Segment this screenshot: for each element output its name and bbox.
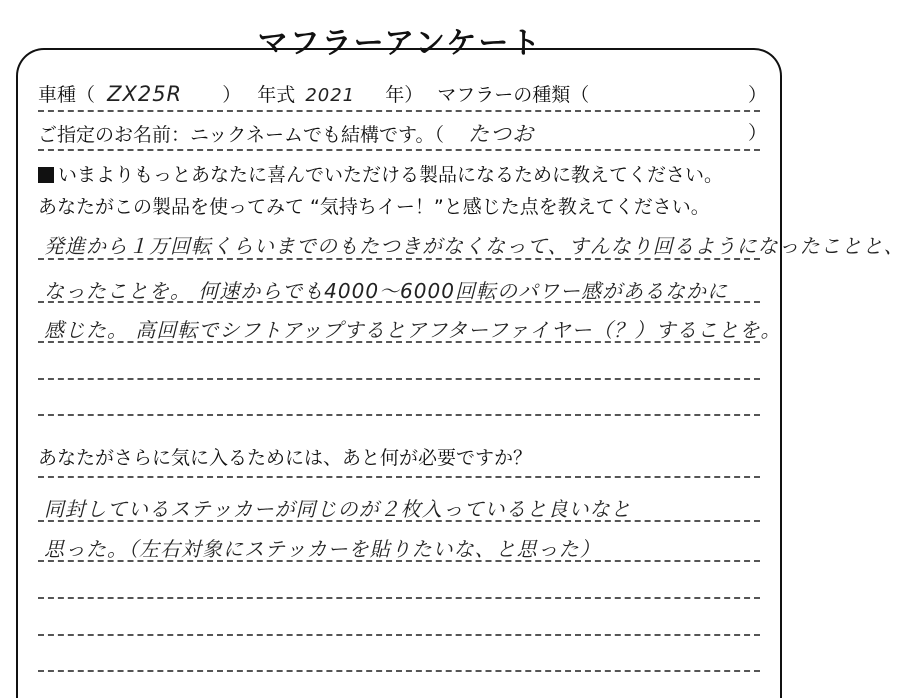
year-label: 年式 xyxy=(257,84,296,106)
answer-line-rule xyxy=(38,670,760,672)
answer-line-rule xyxy=(38,258,760,260)
vehicle-row xyxy=(38,80,589,107)
divider xyxy=(38,149,760,151)
question1-line1 xyxy=(38,160,723,187)
year-unit: 年） xyxy=(385,84,424,106)
model-label: 車種（ xyxy=(38,84,96,106)
answer1-line[interactable]: 発進から１万回転くらいまでのもたつきがなくなって、すんなり回るようになったことと、 xyxy=(44,234,905,258)
muffler-close: ） xyxy=(748,84,768,106)
name-value[interactable]: たつお xyxy=(468,122,535,146)
answer2-line[interactable]: 同封しているステッカーが同じのが２枚入っていると良いなと xyxy=(44,497,632,521)
name-label: ご指定のお名前：ニックネームでも結構です。（ xyxy=(38,124,445,146)
answer2-line[interactable]: 思った。（左右対象にステッカーを貼りたいな、と思った） xyxy=(44,537,601,561)
answer-line-rule xyxy=(38,414,760,416)
answer-line-rule xyxy=(38,476,760,478)
page-title: マフラーアンケート xyxy=(244,24,557,64)
divider xyxy=(38,110,760,112)
question2-text: あなたがさらに気に入るためには、あと何が必要ですか？ xyxy=(38,447,533,469)
question1-text: いまよりもっとあなたに喜んでいただける製品になるために教えてください。 xyxy=(58,164,724,186)
answer-line-rule xyxy=(38,597,760,599)
answer-line-rule xyxy=(38,634,760,636)
answer-line-rule xyxy=(38,341,760,343)
name-close: ） xyxy=(748,122,768,144)
answer1-line[interactable]: 感じた。 高回転でシフトアップするとアフターファイヤー（？）することを。 xyxy=(44,318,782,342)
muffler-label: マフラーの種類（ xyxy=(437,84,590,106)
question1-line2: あなたがこの製品を使ってみて “気持ちイー！”と感じた点を教えてください。 xyxy=(38,196,710,218)
model-value[interactable]: ZX25R xyxy=(107,82,183,106)
answer-line-rule xyxy=(38,378,760,380)
answer-line-rule xyxy=(38,301,760,303)
model-close: ） xyxy=(222,84,242,106)
answer-line-rule xyxy=(38,560,760,562)
year-value[interactable]: 2021 xyxy=(305,85,356,106)
square-bullet-icon xyxy=(38,167,54,183)
answer-line-rule xyxy=(38,520,760,522)
answer1-line[interactable]: なったことを。 何速からでも4000〜6000回転のパワー感があるなかに xyxy=(44,279,728,303)
name-row xyxy=(38,118,534,148)
